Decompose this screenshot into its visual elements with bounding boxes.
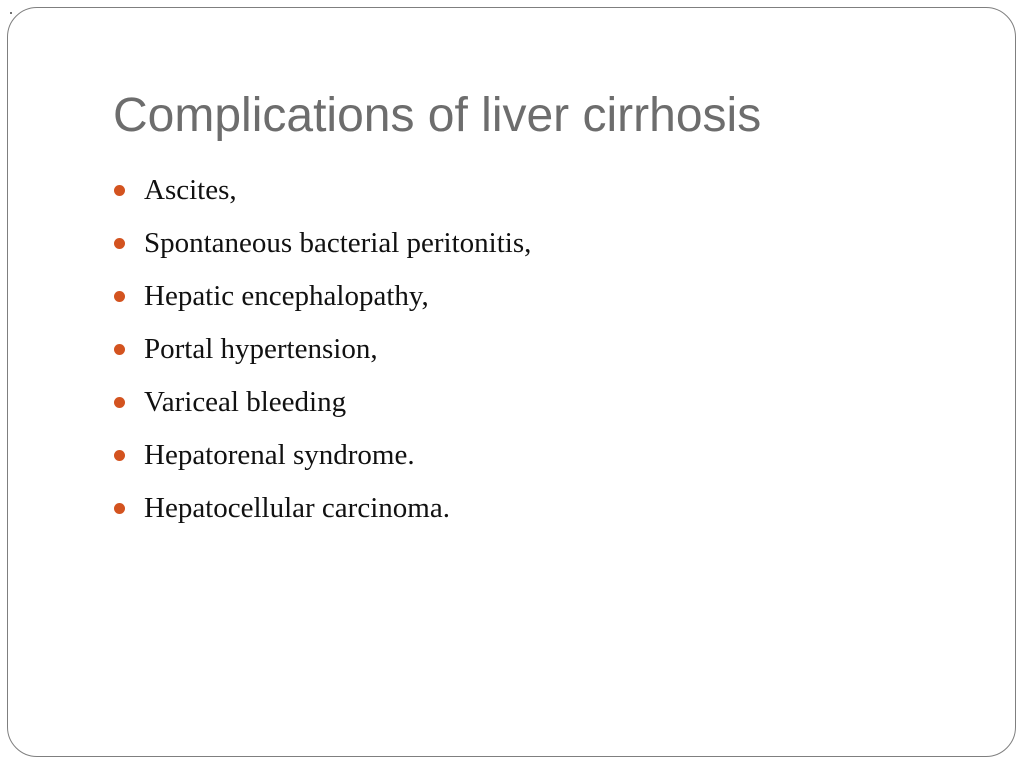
bullet-text: Ascites, xyxy=(144,174,237,206)
circle-bullet-icon xyxy=(114,291,125,302)
list-item xyxy=(113,376,531,429)
bullet-list xyxy=(113,164,531,535)
circle-bullet-icon xyxy=(114,185,125,196)
list-item xyxy=(113,164,531,217)
bullet-text: Hepatocellular carcinoma. xyxy=(144,492,450,524)
slide-title: Complications of liver cirrhosis xyxy=(113,89,762,142)
list-item xyxy=(113,429,531,482)
bullet-text: Portal hypertension, xyxy=(144,333,378,365)
circle-bullet-icon xyxy=(114,503,125,514)
circle-bullet-icon xyxy=(114,344,125,355)
bullet-text: Spontaneous bacterial peritonitis, xyxy=(144,227,532,259)
bullet-text: Variceal bleeding xyxy=(144,386,347,418)
circle-bullet-icon xyxy=(114,397,125,408)
bullet-text: Hepatic encephalopathy, xyxy=(144,280,429,312)
bullet-text: Hepatorenal syndrome. xyxy=(144,439,415,471)
circle-bullet-icon xyxy=(114,238,125,249)
list-item xyxy=(113,323,531,376)
list-item xyxy=(113,270,531,323)
corner-mark xyxy=(10,12,12,14)
list-item xyxy=(113,482,531,535)
circle-bullet-icon xyxy=(114,450,125,461)
list-item xyxy=(113,217,531,270)
